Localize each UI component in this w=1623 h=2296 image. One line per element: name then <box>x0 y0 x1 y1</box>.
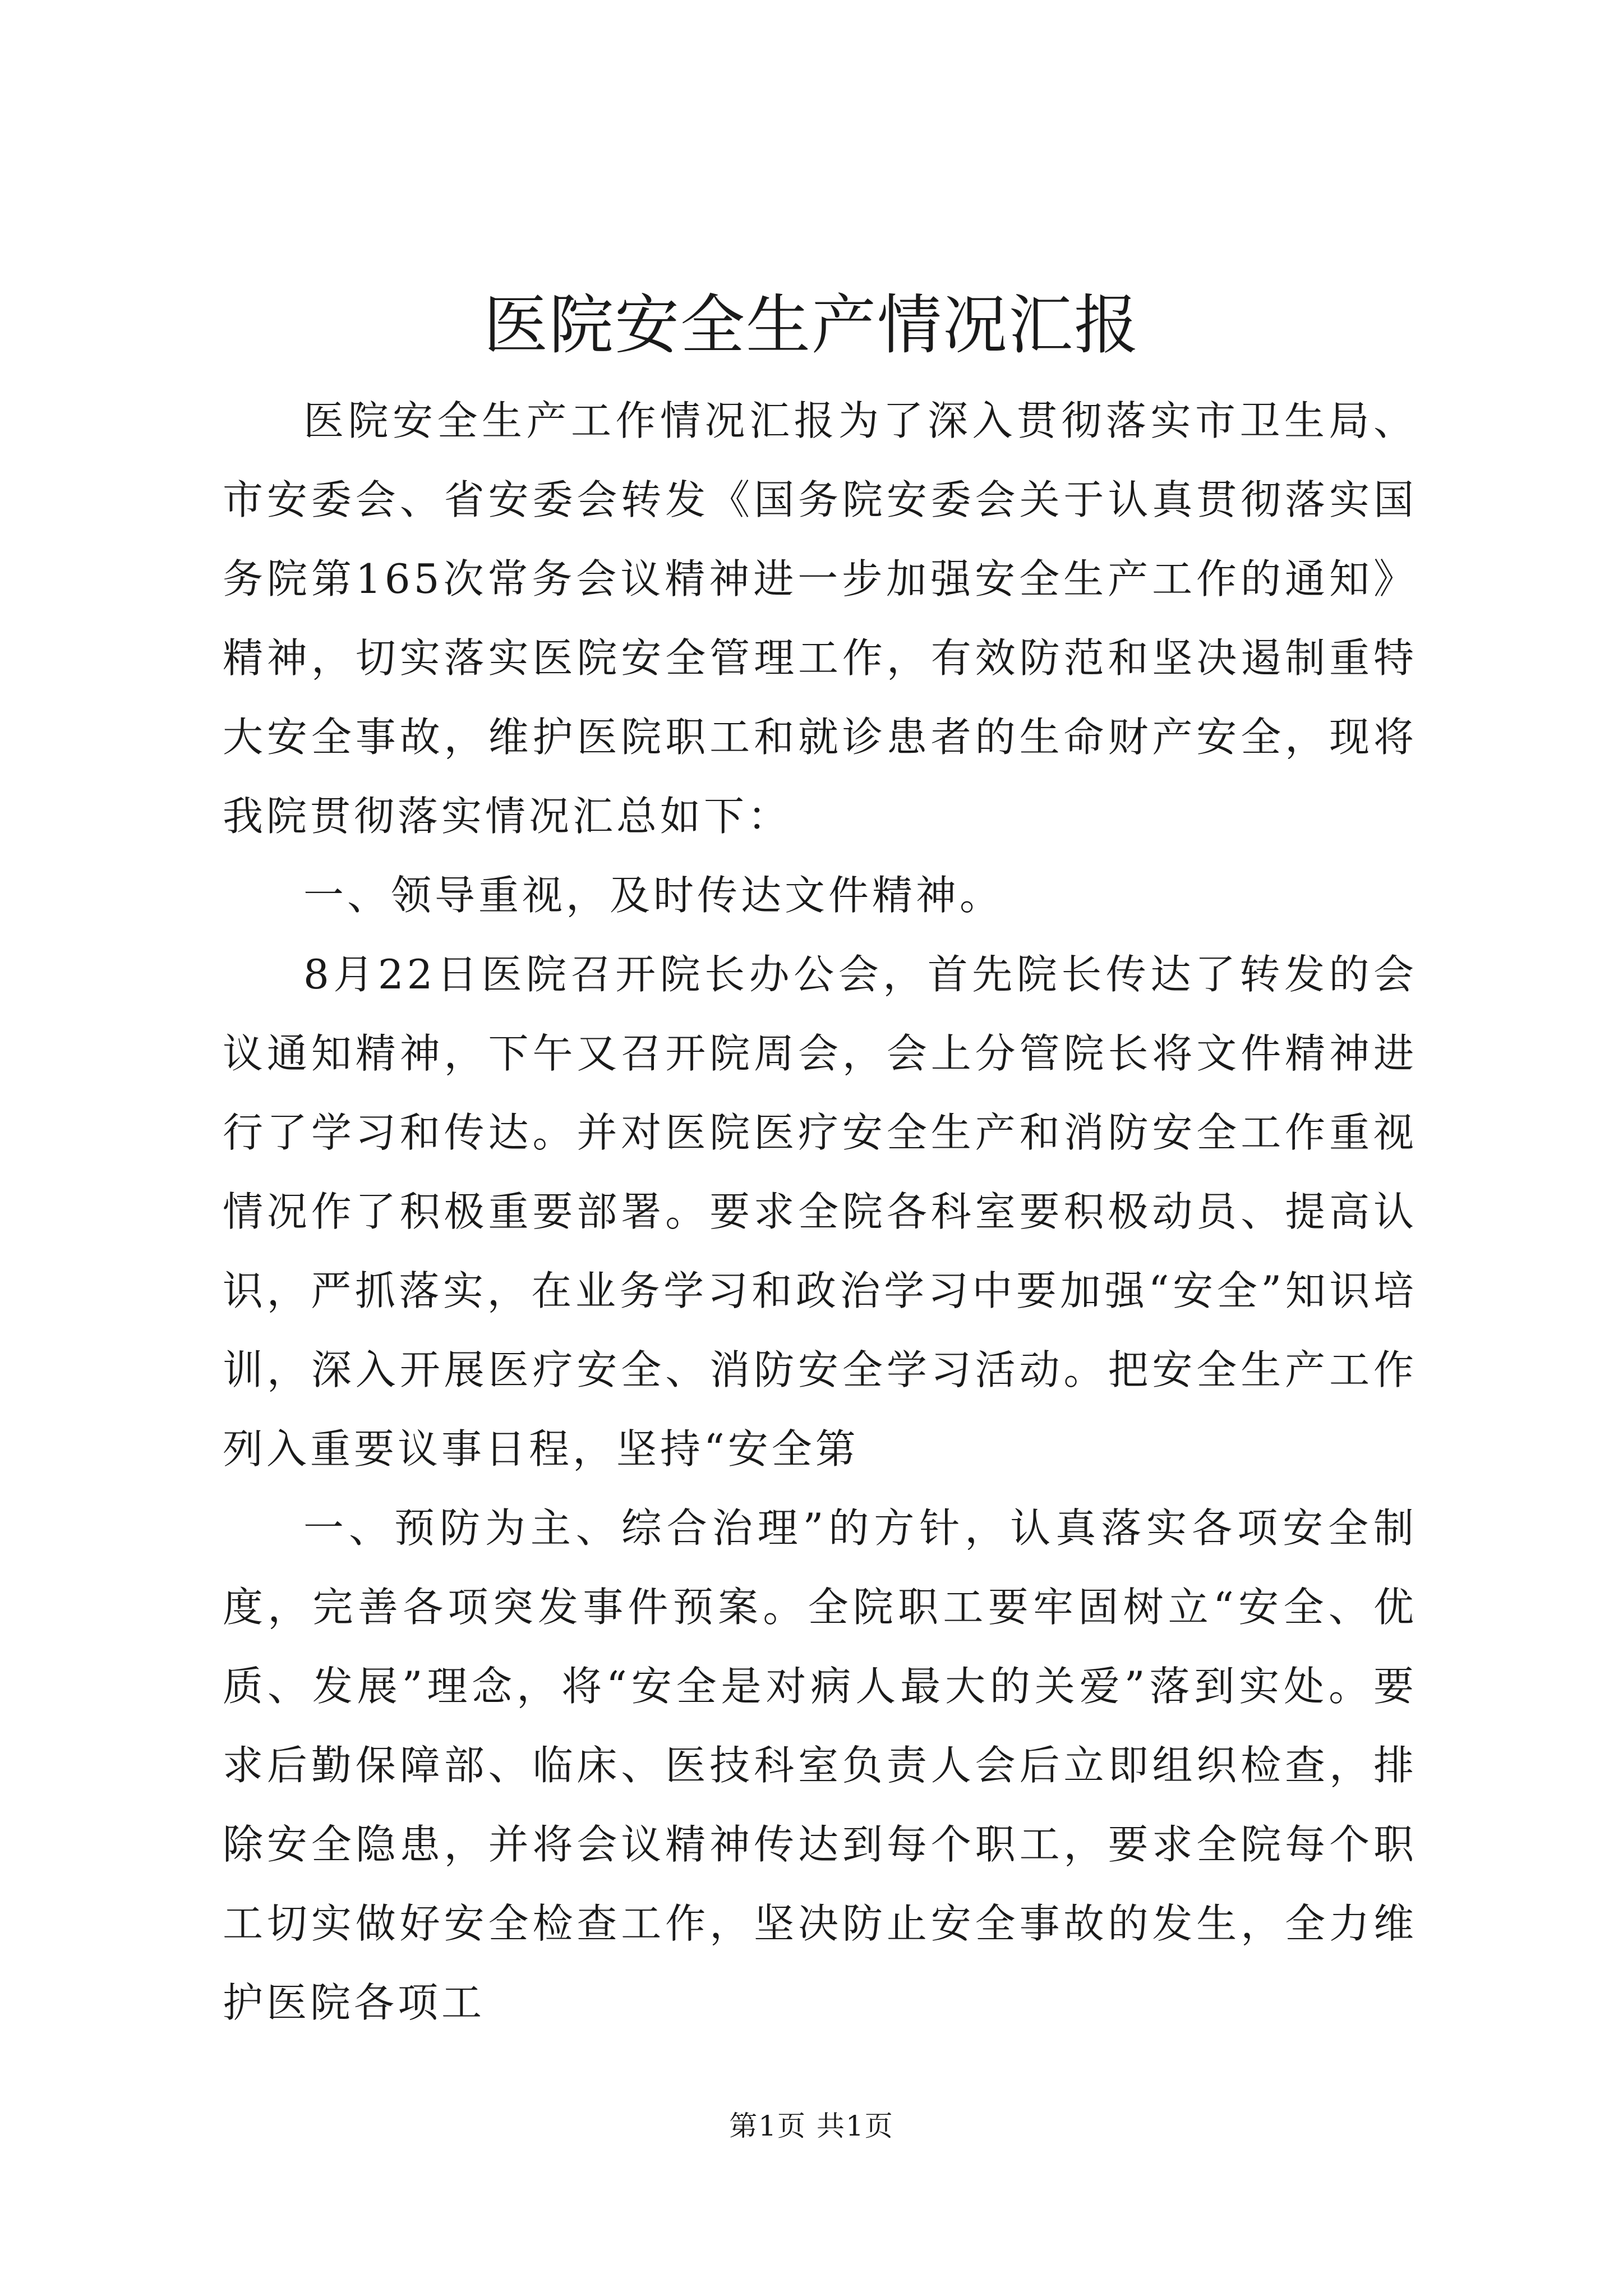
document-title: 医院安全生产情况汇报 <box>483 288 1140 363</box>
document-body <box>223 381 1417 2042</box>
paragraph-intro: 医院安全生产工作情况汇报为了深入贯彻落实市卫生局、市安委会、省安委会转发《国务院安委会关于认真贯彻落实国务院第165次常务会议精神进一步加强安全生产工作的通知》精神，切实落实医院安全管理工作，有效防范和坚决遏制重特大安全事故，维护医院职工和就诊患者的生命财产安全，现将我院贯彻落实情况汇总如下： <box>223 397 1417 840</box>
page-footer: 第1页 共1页 <box>729 2110 894 2142</box>
paragraph-section-heading: 一、领导重视，及时传达文件精神。 <box>303 872 1004 919</box>
paragraph-prevention: 一、预防为主、综合治理”的方针，认真落实各项安全制度，完善各项突发事件预案。全院职工要牢固树立“安全、优质、发展”理念，将“安全是对病人最大的关爱”落到实处。要求后勤保障部、临床、医技科室负责人会后立即组织检查，排除安全隐患，并将会议精神传达到每个职工，要求全院每个职工切实做好安全检查工作，坚决防止安全事故的发生，全力维护医院各项工 <box>223 1504 1417 2026</box>
paragraph-meeting: 8月22日医院召开院长办公会，首先院长传达了转发的会议通知精神，下午又召开院周会，会上分管院长将文件精神进行了学习和传达。并对医院医疗安全生产和消防安全工作重视情况作了积极重要部署。要求全院各科室要积极动员、提高认识，严抓落实，在业务学习和政治学习中要加强“安全”知识培训，深入开展医疗安全、消防安全学习活动。把安全生产工作列入重要议事日程，坚持“安全第 <box>223 951 1417 1473</box>
